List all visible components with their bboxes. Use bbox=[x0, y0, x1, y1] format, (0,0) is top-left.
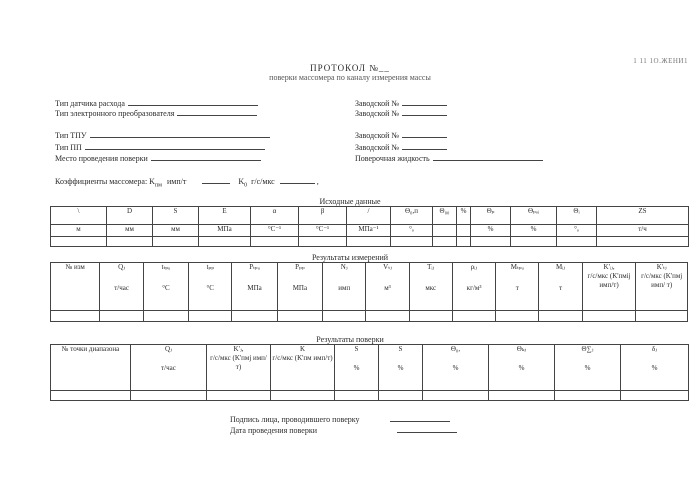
res-col-13: K'ᵢⱼ, г/с/мкс (K'пмij имп/т) bbox=[582, 263, 636, 311]
hdr-6: β bbox=[299, 207, 347, 225]
ver-col-3: K'ⱼ, г/с/мкс (K'пмj имп/т) bbox=[207, 345, 271, 391]
ver-col-9: Θ∑ⱼ % bbox=[555, 345, 621, 391]
res-col-10: ρᵢⱼ кг/м³ bbox=[452, 263, 495, 311]
unit-8: °ₒ bbox=[391, 225, 433, 237]
ver-col-5: S % bbox=[335, 345, 379, 391]
unit-2: мм bbox=[107, 225, 153, 237]
date-row: Дата проведения поверки bbox=[230, 425, 457, 435]
hdr-14: ZS bbox=[597, 207, 689, 225]
ver-col-4: K г/с/мкс (K'пм имп/т) bbox=[271, 345, 335, 391]
res-col-1: № изм bbox=[51, 263, 100, 311]
res-col-14: K'ₜⱼ г/с/мкс (K'пмj имп/ т) bbox=[636, 263, 688, 311]
coefficients-row: Коэффициенты массомера: $K_{пм}$ имп/т $K_0$ г/с/мкс , bbox=[55, 177, 319, 189]
ver-col-6: S % bbox=[379, 345, 423, 391]
protocol-subtitle: поверки массомера по каналу измерения массы bbox=[269, 73, 431, 82]
ver-col-10: δⱼ % bbox=[621, 345, 689, 391]
field-calibration-liquid: Поверочная жидкость bbox=[355, 153, 543, 164]
unit-9 bbox=[433, 225, 457, 237]
ver-col-2: Qⱼ т/час bbox=[131, 345, 207, 391]
hdr-13: Θᵢ bbox=[557, 207, 597, 225]
hdr-3: S bbox=[153, 207, 199, 225]
unit-7: МПа⁻¹ bbox=[347, 225, 391, 237]
unit-1: м bbox=[51, 225, 107, 237]
field-serial-2: Заводской № bbox=[355, 108, 447, 119]
section3-title: Результаты поверки bbox=[316, 335, 384, 344]
res-col-9: Tᵢⱼ мкс bbox=[409, 263, 452, 311]
field-serial-3: Заводской № bbox=[355, 130, 447, 141]
unit-11: % bbox=[471, 225, 511, 237]
field-serial-4: Заводской № bbox=[355, 142, 447, 153]
hdr-12: Θₚₒᵢ bbox=[511, 207, 557, 225]
protocol-title: ПРОТОКОЛ №__ bbox=[310, 63, 390, 73]
field-flow-sensor-type: Тип датчика расхода bbox=[55, 98, 258, 109]
measurement-results-table bbox=[50, 262, 688, 322]
res-col-4: tₚₚ °C bbox=[189, 263, 232, 311]
hdr-11: Θₚ bbox=[471, 207, 511, 225]
hdr-8: Θ₀,п bbox=[391, 207, 433, 225]
res-col-12: Mᵢⱼ т bbox=[539, 263, 582, 311]
signature-row: Подпись лица, проводившего поверку bbox=[230, 414, 450, 424]
verification-results-table bbox=[50, 344, 689, 401]
field-pp-type: Тип ПП bbox=[55, 142, 265, 153]
field-converter-type: Тип электронного преобразователя bbox=[55, 108, 257, 119]
field-location: Место проведения поверки bbox=[55, 153, 261, 164]
res-col-7: Nⱼ имп bbox=[323, 263, 366, 311]
appendix-label: 1 11 1O.ЖЕНИ1 bbox=[633, 57, 688, 65]
unit-6: °C⁻¹ bbox=[299, 225, 347, 237]
unit-5: °C⁻¹ bbox=[251, 225, 299, 237]
unit-13: °ₒ bbox=[557, 225, 597, 237]
section2-title: Результаты измерений bbox=[311, 253, 389, 262]
hdr-5: α bbox=[251, 207, 299, 225]
res-col-11: Mₜₚᵤ т bbox=[496, 263, 539, 311]
field-tpu-type: Тип ТПУ bbox=[55, 130, 270, 141]
section1-title: Исходные данные bbox=[319, 197, 381, 206]
initial-data-table bbox=[50, 206, 689, 247]
field-serial-1: Заводской № bbox=[355, 98, 447, 109]
res-col-5: Pₜₚᵤ МПа bbox=[232, 263, 277, 311]
unit-4: МПа bbox=[199, 225, 251, 237]
ver-col-7: Θ₀, % bbox=[423, 345, 489, 391]
hdr-7: / bbox=[347, 207, 391, 225]
ver-col-8: Θₖⱼ % bbox=[489, 345, 555, 391]
ver-col-1: № точки диапазона bbox=[51, 345, 131, 391]
unit-14: т/ч bbox=[597, 225, 689, 237]
hdr-2: D bbox=[107, 207, 153, 225]
unit-10 bbox=[457, 225, 471, 237]
hdr-10: % bbox=[457, 207, 471, 225]
res-col-3: tₜₚᵤ °C bbox=[143, 263, 188, 311]
res-col-8: Vₜⱼ м³ bbox=[366, 263, 409, 311]
hdr-1: \ bbox=[51, 207, 107, 225]
hdr-9: Θ₀₀ bbox=[433, 207, 457, 225]
unit-12: % bbox=[511, 225, 557, 237]
unit-3: мм bbox=[153, 225, 199, 237]
hdr-4: E bbox=[199, 207, 251, 225]
res-col-6: Pₚₚ МПа bbox=[277, 263, 322, 311]
res-col-2: Qⱼ т/час bbox=[100, 263, 143, 311]
